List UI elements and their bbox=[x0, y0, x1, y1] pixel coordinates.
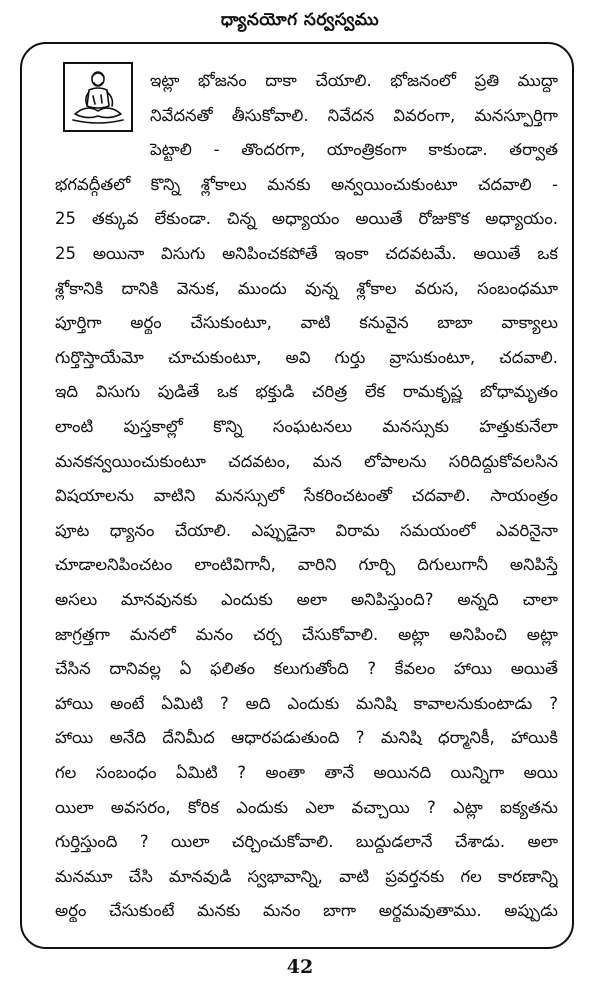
text-line: యిలా అవసరం, కోరిక ఎందుకు ఎలా వచ్చాయి ? ఎట్లా ఐక్యతను bbox=[55, 797, 558, 817]
text-line: జాగ్రత్తగా మనలో మనం చర్చ చేసుకోవాలి. అట్లా అనిపించి అట్లా bbox=[55, 624, 558, 644]
text-line: శ్లోకానికి దానికి వెనుక, ముందు వున్న శ్లోకాల వరుస, సంబంధమూ bbox=[55, 278, 558, 298]
text-line: గుర్తొస్తాయేమో చూచుకుంటూ, అవి గుర్తు వ్రాసుకుంటూ, చదవాలి. bbox=[55, 347, 558, 367]
text-line: ఇట్లా భోజనం దాకా చేయాలి. భోజనంలో ప్రతి ముద్దా bbox=[150, 71, 558, 90]
seated-saint-portrait-icon bbox=[65, 64, 131, 130]
text-line: అసలు మానవునకు ఎందుకు అలా అనిపిస్తుంది? అన్నది చాలా bbox=[55, 590, 558, 609]
page-number: 42 bbox=[286, 956, 314, 978]
text-line: నివేదనతో తీసుకోవాలి. నివేదన వివరంగా, మనస్ఫూర్తిగా bbox=[150, 105, 558, 125]
text-line: పెట్టాలి - తొందరగా, యాంత్రికంగా కాకుండా. తర్వాత bbox=[150, 140, 558, 160]
text-line: హాయి అంటే ఏమిటి ? అది ఎందుకు మనిషి కావాలనుకుంటాడు ? bbox=[55, 693, 558, 713]
text-line: గుర్తిస్తుంది ? యిలా చర్చించుకోవాలి. బుద్ధుడలానే చేశాడు. అలా bbox=[55, 832, 558, 852]
text-line: లాంటి పుస్తకాల్లో కొన్ని సంఘటనలు మనస్సుకు హత్తుకునేలా bbox=[55, 417, 558, 436]
text-line: పూట ధ్యానం చేయాలి. ఎప్పుడైనా విరామ సమయంలో ఎవరినైనా bbox=[55, 520, 558, 540]
text-line: 25 అయినా విసుగు అనిపించకపోతే ఇంకా చదవటమే. అయితే ఒక bbox=[55, 244, 558, 263]
text-line: చూడాలనిపించటం లాంటివిగానీ, వారిని గూర్చి దిగులుగానీ అనిపిస్తే bbox=[55, 555, 558, 575]
text-line: భగవద్గీతలో కొన్ని శ్లోకాలు మనకు అన్వయించుకుంటూ చదవాలి - bbox=[55, 174, 558, 194]
text-line: ఇది విసుగు పుడితే ఒక భక్తుడి చరిత్ర లేక రామకృష్ణ బోధామృతం bbox=[55, 382, 558, 402]
text-line: 25 తక్కువ లేకుండా. చిన్న అధ్యాయం అయితే రోజుకొక అధ్యాయం. bbox=[55, 209, 558, 229]
portrait bbox=[63, 62, 133, 132]
text-line: మనకన్వయించుకుంటూ చదవటం, మన లోపాలను సరిదిద్దుకోవలసిన bbox=[55, 451, 558, 471]
text-line: హాయి అనేది దేనిమీద ఆధారపడుతుంది ? మనిషి ధర్మానికీ, హాయికి bbox=[55, 728, 558, 748]
text-line: పూర్తిగా అర్థం చేసుకుంటూ, వాటి కనువైన బాబా వాక్యాలు bbox=[55, 313, 558, 333]
text-line: అర్థం చేసుకుంటే మనకు మనం బాగా అర్థమవుతాము. అప్పుడు bbox=[55, 901, 558, 921]
text-line: గల సంబంధం ఏమిటి ? అంతా తానే అయినది యిన్నిగా అయి bbox=[55, 763, 558, 782]
text-line: చేసిన దానివల్ల ఏ ఫలితం కలుగుతోంది ? కేవలం హాయి అయితే bbox=[55, 659, 558, 679]
running-header: ధ్యానయోగ సర్వస్వము bbox=[220, 10, 380, 30]
text-line: మనమూ చేసి మానవుడి స్వభావాన్ని, వాటి ప్రవర్తనకు గల కారణాన్ని bbox=[55, 866, 558, 886]
text-line: విషయాలను వాటిని మనస్సులో సేకరించటంతో చదవాలి. సాయంత్రం bbox=[55, 486, 558, 506]
